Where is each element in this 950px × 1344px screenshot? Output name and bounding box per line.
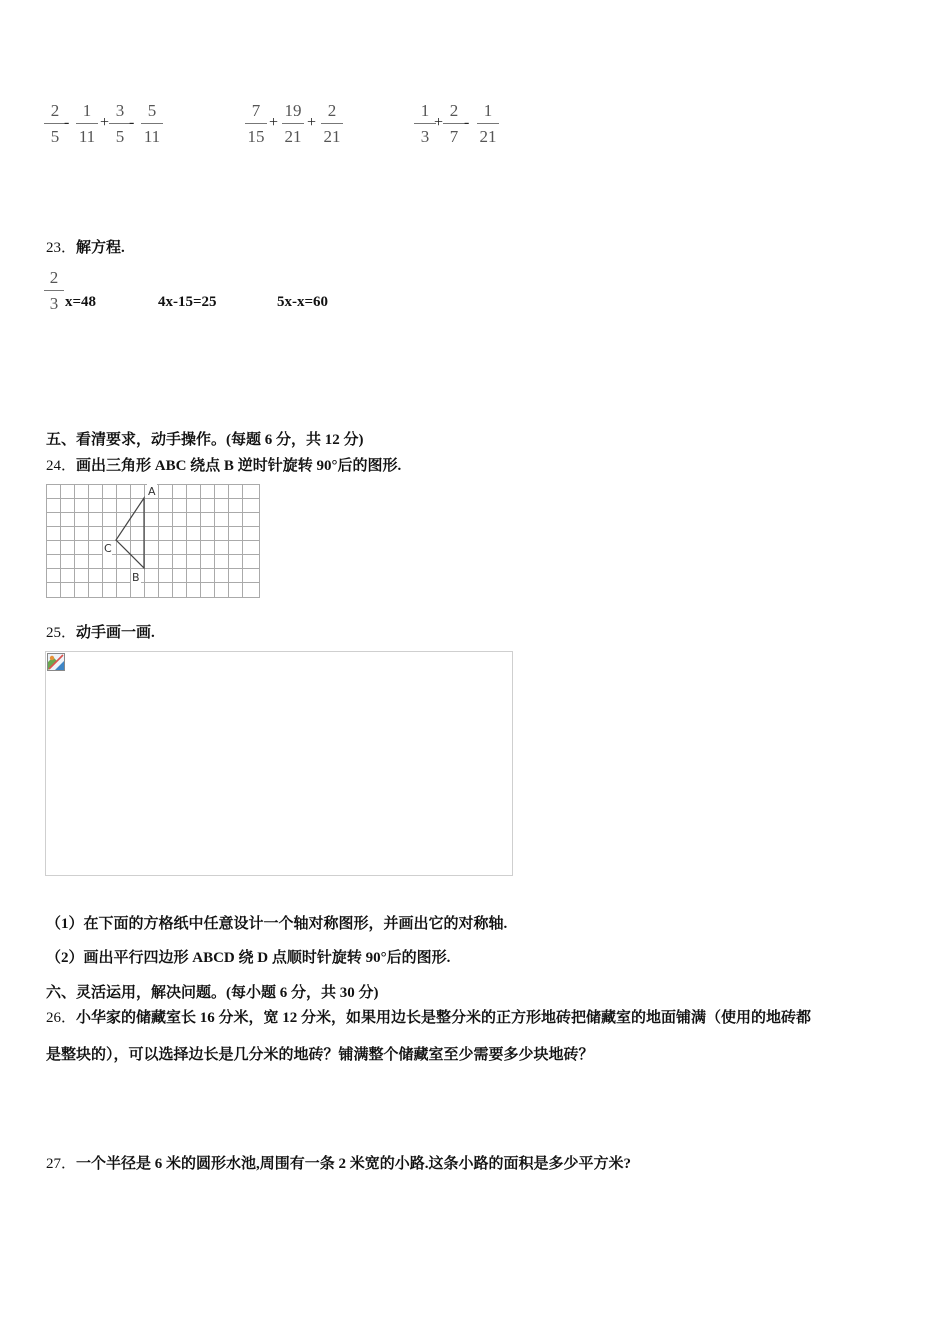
fraction-bar xyxy=(44,123,66,124)
question-26-line-1 xyxy=(46,1006,811,1027)
fraction-bar xyxy=(321,123,343,124)
fraction xyxy=(414,101,436,147)
fraction-bar xyxy=(76,123,98,124)
equation-1-fraction xyxy=(44,268,64,314)
question-number: 26． xyxy=(46,1010,77,1026)
grid-svg xyxy=(46,484,260,598)
operator: + xyxy=(100,114,110,131)
question-25-sub-1: （1）在下面的方格纸中任意设计一个轴对称图形，并画出它的对称轴. xyxy=(46,916,508,932)
numerator: 1 xyxy=(82,101,92,120)
denominator: 11 xyxy=(143,127,161,146)
question-number: 24． xyxy=(46,458,77,474)
denominator: 5 xyxy=(50,127,60,146)
operator: - xyxy=(129,114,135,131)
denominator: 11 xyxy=(78,127,96,146)
operator: + xyxy=(307,114,317,131)
operator: - xyxy=(464,114,470,131)
denominator: 7 xyxy=(449,127,459,146)
fraction xyxy=(141,101,163,147)
denominator: 21 xyxy=(284,127,302,146)
denominator: 3 xyxy=(420,127,430,146)
equation-3: 5x-x=60 xyxy=(277,294,329,310)
question-25-sub-2: （2）画出平行四边形 ABCD 绕 D 点顺时针旋转 90°后的图形. xyxy=(46,950,451,966)
numerator: 2 xyxy=(327,101,337,120)
equation-1: x=48 xyxy=(65,294,97,310)
grid-lines xyxy=(46,484,260,598)
numerator: 7 xyxy=(251,101,261,120)
numerator: 19 xyxy=(284,101,302,120)
fraction xyxy=(44,101,66,147)
question-number: 23． xyxy=(46,240,77,256)
fraction-bar xyxy=(245,123,267,124)
vertex-label-b: B xyxy=(132,571,140,584)
fraction-bar xyxy=(443,123,465,124)
question-text: 一个半径是 6 米的圆形水池,周围有一条 2 米宽的小路.这条小路的面积是多少平方米? xyxy=(76,1156,632,1172)
numerator: 5 xyxy=(147,101,157,120)
denominator: 21 xyxy=(323,127,341,146)
section-5-heading: 五、看清要求，动手操作。(每题 6 分，共 12 分) xyxy=(46,432,364,448)
fraction xyxy=(477,101,499,147)
question-text: 动手画一画. xyxy=(76,625,155,641)
fraction xyxy=(245,101,267,147)
fraction-bar xyxy=(414,123,436,124)
operator: - xyxy=(64,114,70,131)
vertex-label-c: C xyxy=(104,542,112,555)
question-number: 25． xyxy=(46,625,77,641)
denominator: 3 xyxy=(49,294,59,313)
equation-2: 4x-15=25 xyxy=(158,294,217,310)
fraction xyxy=(321,101,343,147)
fraction-bar xyxy=(477,123,499,124)
question-23-title xyxy=(46,236,125,257)
question-text: 画出三角形 ABC 绕点 B 逆时针旋转 90°后的图形. xyxy=(76,458,402,474)
denominator: 15 xyxy=(247,127,265,146)
operator: + xyxy=(434,114,444,131)
question-24-text xyxy=(46,454,401,475)
missing-image-placeholder xyxy=(45,651,513,876)
question-text: 小华家的储藏室长 16 分米，宽 12 分米，如果用边长是整分米的正方形地砖把储藏室的地面铺满（使用的地砖都 xyxy=(76,1010,812,1026)
numerator: 2 xyxy=(49,268,59,287)
numerator: 2 xyxy=(50,101,60,120)
numerator: 2 xyxy=(449,101,459,120)
fraction xyxy=(443,101,465,147)
numerator: 1 xyxy=(483,101,493,120)
section-6-heading: 六、灵活运用，解决问题。(每小题 6 分，共 30 分) xyxy=(46,985,379,1001)
question-27-text xyxy=(46,1152,631,1173)
broken-image-icon xyxy=(47,653,65,671)
fraction-bar xyxy=(44,290,64,291)
vertex-label-a: A xyxy=(148,485,156,498)
fraction-bar xyxy=(109,123,131,124)
numerator: 1 xyxy=(420,101,430,120)
denominator: 21 xyxy=(479,127,497,146)
denominator: 5 xyxy=(115,127,125,146)
fraction-bar xyxy=(282,123,304,124)
fraction-bar xyxy=(141,123,163,124)
fraction xyxy=(109,101,131,147)
fraction xyxy=(282,101,304,147)
question-26-line-2: 是整块的），可以选择边长是几分米的地砖？铺满整个储藏室至少需要多少块地砖？ xyxy=(46,1047,594,1063)
question-number: 27． xyxy=(46,1156,77,1172)
triangle-grid xyxy=(46,484,260,598)
question-25-title xyxy=(46,621,155,642)
operator: + xyxy=(269,114,279,131)
question-text: 解方程. xyxy=(76,240,125,256)
numerator: 3 xyxy=(115,101,125,120)
fraction xyxy=(76,101,98,147)
